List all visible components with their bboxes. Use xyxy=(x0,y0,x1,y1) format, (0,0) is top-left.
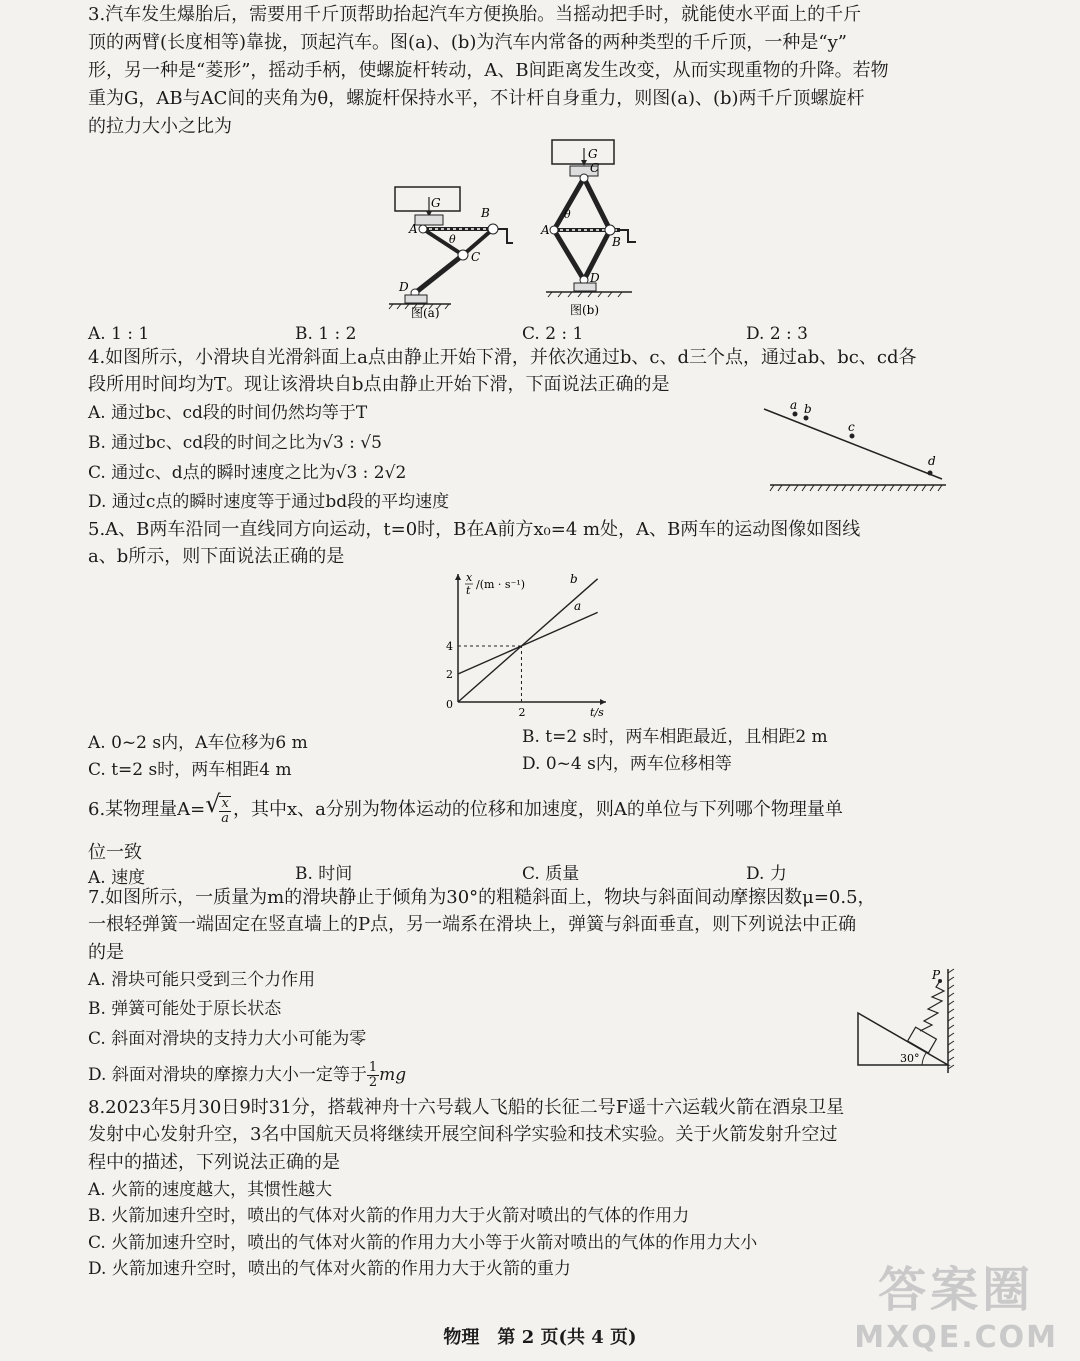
fig-b-label-b: B xyxy=(612,235,621,249)
q6-option-d: D. 力 xyxy=(746,864,787,884)
q7-option-d-prefix: D. 斜面对滑块的摩擦力大小一定等于 xyxy=(88,1065,367,1085)
q8-line-1: 8.2023年5月30日9时31分，搭载神舟十六号载人飞船的长征二号F遥十六运载火箭在酒泉卫星 xyxy=(88,1097,845,1118)
q3-line-4: 重为G，AB与AC间的夹角为θ，螺旋杆保持水平，不计杆自身重力，则图(a)、(b)两千斤顶螺旋杆 xyxy=(88,88,865,109)
q3-option-a: A. 1 : 1 xyxy=(88,324,150,344)
point-c xyxy=(850,434,855,439)
q4-line-1: 4.如图所示，小滑块自光滑斜面上a点由静止开始下滑，并依次通过b、c、d三个点，通过ab、bc、cd各 xyxy=(88,347,917,368)
series-a-label: a xyxy=(574,599,582,613)
q8-option-d: D. 火箭加速升空时，喷出的气体对火箭的作用力大于火箭的重力 xyxy=(88,1259,571,1279)
q6-sqrt-numerator: x xyxy=(219,797,231,812)
q7-option-a: A. 滑块可能只受到三个力作用 xyxy=(88,970,316,990)
q4-line-2: 段所用时间均为T。现让该滑块自b点由静止开始下滑，下面说法正确的是 xyxy=(88,374,670,395)
q5-option-a: A. 0~2 s内，A车位移为6 m xyxy=(88,733,308,753)
ytick-4: 4 xyxy=(446,640,453,653)
q6-option-c: C. 质量 xyxy=(522,864,580,884)
q7-option-c: C. 斜面对滑块的支持力大小可能为零 xyxy=(88,1029,367,1049)
q8-option-c: C. 火箭加速升空时，喷出的气体对火箭的作用力大小等于火箭对喷出的气体的作用力大小 xyxy=(88,1233,758,1253)
label-b: b xyxy=(804,402,812,416)
label-p: P xyxy=(932,968,941,982)
page-footer: 物理 第 2 页(共 4 页) xyxy=(443,1327,637,1348)
q3-line-5: 的拉力大小之比为 xyxy=(88,116,232,137)
q7-option-b: B. 弹簧可能处于原长状态 xyxy=(88,999,282,1019)
q7-line-2: 一根轻弹簧一端固定在竖直墙上的P点，另一端系在滑块上，弹簧与斜面垂直，则下列说法中正确 xyxy=(88,914,857,935)
series-b-label: b xyxy=(570,572,578,586)
fig-a-label-g: G xyxy=(431,196,441,210)
series-b-line xyxy=(458,579,598,702)
q7-option-d-suffix: mg xyxy=(379,1065,407,1085)
q4-option-b: B. 通过bc、cd段的时间之比为√3 : √5 xyxy=(88,433,382,453)
jack-figure-b xyxy=(540,138,650,320)
q3-line-3: 形，另一种是“菱形”，摇动手柄，使螺旋杆转动，A、B间距离发生改变，从而实现重物的升降。若物 xyxy=(88,60,889,81)
label-d: d xyxy=(928,454,936,468)
q7-frac-denominator: 2 xyxy=(368,1075,378,1090)
fig-a-label-theta: θ xyxy=(449,233,456,246)
q3-option-b: B. 1 : 2 xyxy=(295,324,357,344)
fig-b-label-theta: θ xyxy=(564,208,571,221)
point-a xyxy=(793,412,798,417)
q7-frac-numerator: 1 xyxy=(368,1060,378,1075)
q5-option-b: B. t=2 s时，两车相距最近，且相距2 m xyxy=(522,727,828,747)
ylabel-numerator: x xyxy=(466,571,473,584)
spring-incline-figure xyxy=(850,965,960,1077)
fig-a-label-d: D xyxy=(399,280,409,294)
q5-line-1: 5.A、B两车沿同一直线同方向运动，t=0时，B在A前方x₀=4 m处，A、B两车的运动图像如图线 xyxy=(88,519,861,540)
q4-option-d: D. 通过c点的瞬时速度等于通过bd段的平均速度 xyxy=(88,492,450,512)
point-d xyxy=(928,471,933,476)
label-angle-30: 30° xyxy=(900,1052,920,1065)
q7-line-3: 的是 xyxy=(88,942,124,963)
series-a-line xyxy=(458,612,598,674)
q5-line-2: a、b所示，则下面说法正确的是 xyxy=(88,546,345,567)
q3-line-1: 3.汽车发生爆胎后，需要用千斤顶帮助抬起汽车方便换胎。当摇动把手时，就能使水平面上的千斤 xyxy=(88,4,862,25)
fig-a-label-c: C xyxy=(471,250,481,264)
watermark-top: 答案圈 xyxy=(878,1262,1035,1318)
q8-line-3: 程中的描述，下列说法正确的是 xyxy=(88,1152,340,1173)
q4-option-c: C. 通过c、d点的瞬时速度之比为√3 : 2√2 xyxy=(88,463,407,483)
watermark-logo xyxy=(854,1251,1058,1355)
q6-option-b: B. 时间 xyxy=(295,864,353,884)
fig-a-label-a: A xyxy=(409,222,418,236)
q6-suffix: ，其中x、a分别为物体运动的位移和加速度，则A的单位与下列哪个物理量单 xyxy=(233,799,843,820)
fig-b-caption: 图(b) xyxy=(570,303,600,317)
q7-option-d xyxy=(88,1058,406,1092)
label-c: c xyxy=(848,420,855,434)
fig-b-label-d: D xyxy=(590,271,600,285)
ytick-2: 2 xyxy=(446,668,453,681)
label-a: a xyxy=(790,398,798,412)
q6-line-1 xyxy=(88,790,843,827)
q6-prefix: 6.某物理量A= xyxy=(88,799,206,820)
q8-line-2: 发射中心发射升空，3名中国航天员将继续开展空间科学实验和技术实验。关于火箭发射升空过 xyxy=(88,1124,838,1145)
q6-sqrt: √ $\frac{x}{a}$ xyxy=(205,790,230,826)
q3-option-d: D. 2 : 3 xyxy=(746,324,808,344)
q8-option-a: A. 火箭的速度越大，其惯性越大 xyxy=(88,1180,333,1200)
q5-option-d: D. 0~4 s内，两车位移相等 xyxy=(522,754,732,774)
q8-option-b: B. 火箭加速升空时，喷出的气体对火箭的作用力大于火箭对喷出的气体的作用力 xyxy=(88,1206,690,1226)
point-b xyxy=(804,416,809,421)
ylabel-unit: /(m · s⁻¹) xyxy=(476,578,526,591)
q5-option-c: C. t=2 s时，两车相距4 m xyxy=(88,760,292,780)
incline-figure xyxy=(760,395,950,495)
xt-line-chart xyxy=(430,568,610,720)
fig-b-label-c: C xyxy=(590,161,600,175)
ylabel-denominator: t xyxy=(466,584,471,597)
q6-sqrt-denominator: a xyxy=(221,810,230,826)
q3-option-c: C. 2 : 1 xyxy=(522,324,584,344)
q7-line-1: 7.如图所示，一质量为m的滑块静止于倾角为30°的粗糙斜面上，物块与斜面间动摩擦因数μ=0.5， xyxy=(88,887,876,908)
fig-b-label-a: A xyxy=(541,223,550,237)
q6-line-2: 位一致 xyxy=(88,842,142,863)
xlabel: t/s xyxy=(590,706,604,719)
xtick-2: 2 xyxy=(518,706,526,719)
origin-label: 0 xyxy=(446,698,453,711)
q3-line-2: 顶的两臂(长度相等)靠拢，顶起汽车。图(a)、(b)为汽车内常备的两种类型的千斤顶，一种是“y” xyxy=(88,32,847,53)
watermark-bottom: MXQE.COM xyxy=(854,1320,1058,1355)
q4-option-a: A. 通过bc、cd段的时间仍然均等于T xyxy=(88,403,368,423)
q6-option-a: A. 速度 xyxy=(88,868,146,888)
fig-a-caption: 图(a) xyxy=(411,306,440,320)
jack-figure-a xyxy=(385,185,525,320)
fig-a-label-b: B xyxy=(481,206,490,220)
fig-b-label-g: G xyxy=(588,147,598,161)
